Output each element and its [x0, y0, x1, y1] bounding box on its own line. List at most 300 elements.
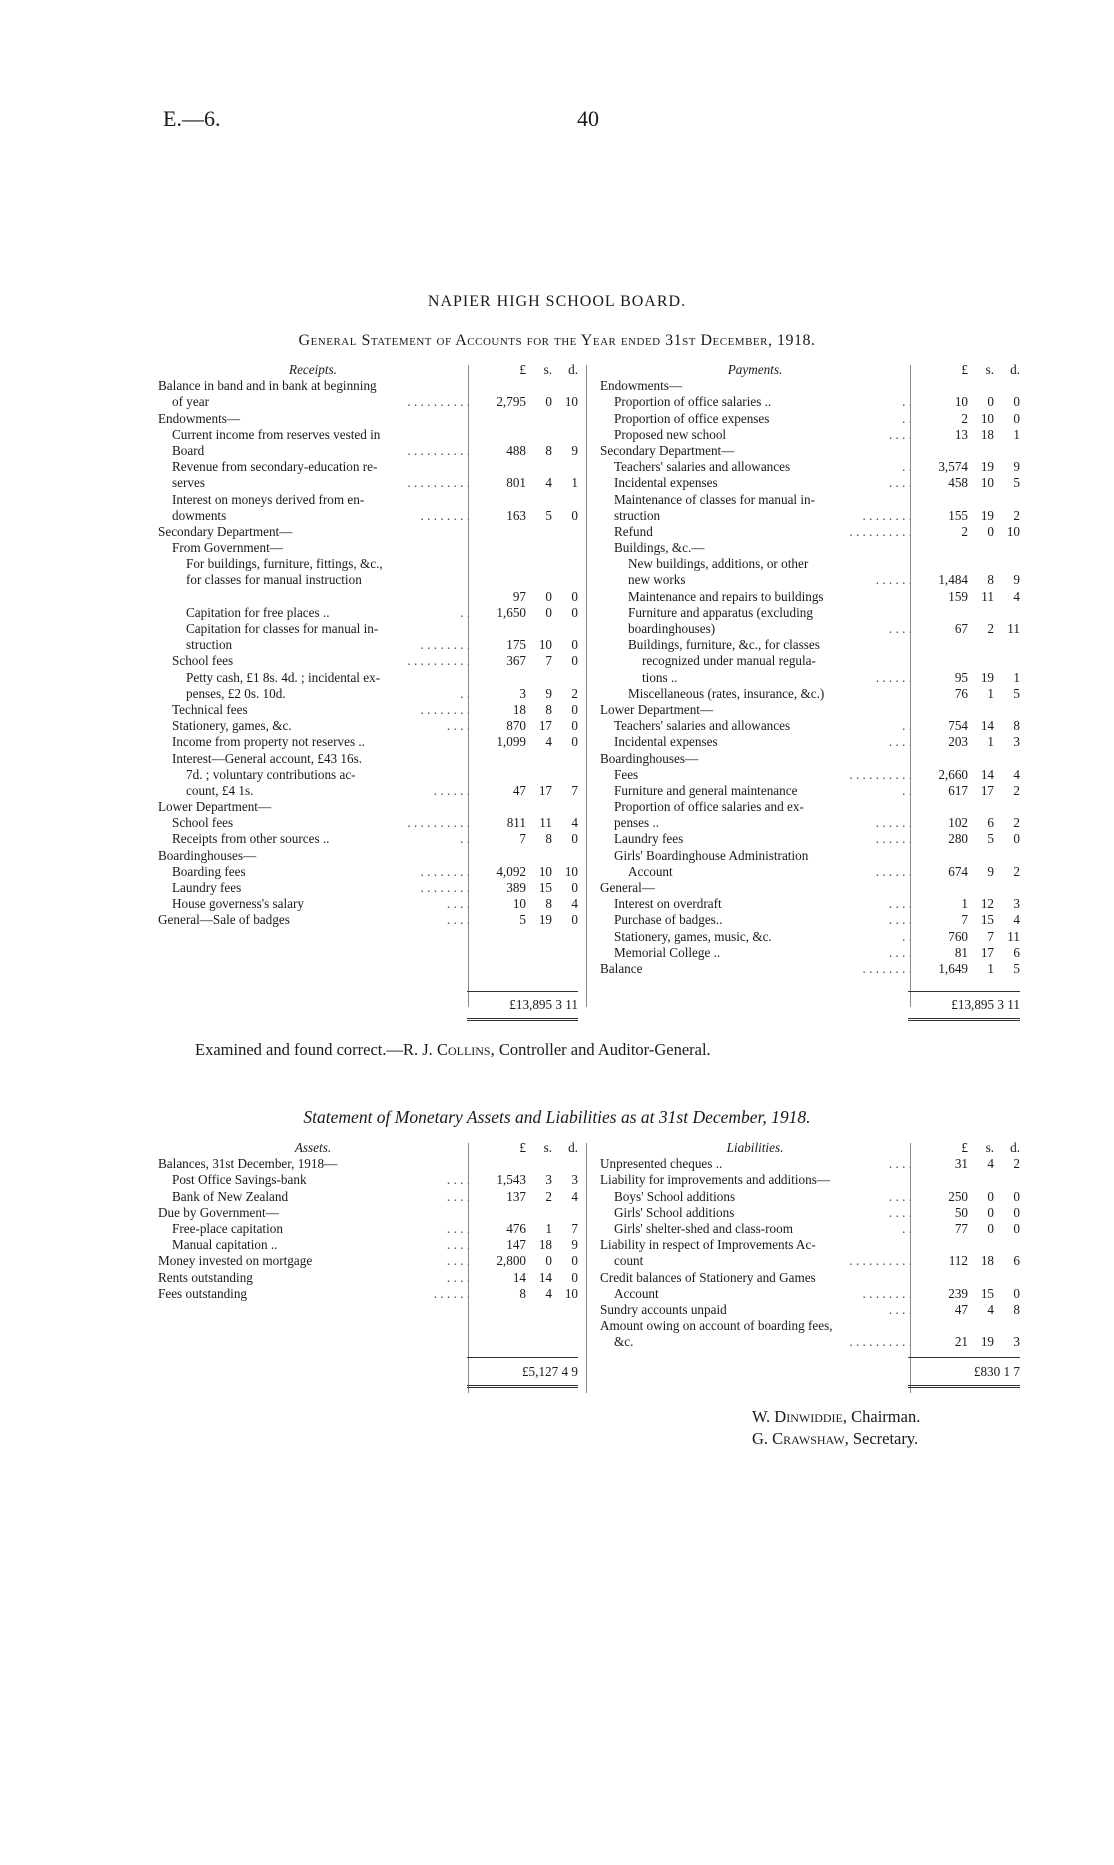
receipts-total-double-rule — [467, 1018, 578, 1023]
leader-dots: . . — [460, 604, 470, 620]
shillings-value: 2 — [987, 621, 994, 636]
pounds-value: 21 — [954, 1334, 968, 1350]
pounds-value: 280 — [948, 831, 968, 847]
row-label: General— — [600, 880, 655, 895]
row-label: Girls' Boardinghouse Administration — [614, 847, 809, 863]
shillings-value: 1 — [987, 960, 994, 976]
ledger-row — [600, 443, 1020, 459]
leader-dots: . . . . — [888, 912, 912, 928]
ledger-row — [600, 864, 1020, 880]
row-label: Free-place capitation — [172, 1220, 283, 1236]
pence-value: 0 — [571, 831, 578, 847]
ledger-row — [600, 961, 1020, 977]
pence-value: 0 — [571, 734, 578, 750]
row-label: Account — [614, 1285, 659, 1301]
pounds-value: 674 — [948, 863, 968, 879]
shillings-value: 8 — [545, 701, 552, 717]
leader-dots: . . . . — [888, 1156, 912, 1172]
row-label: Buildings, furniture, &c., for classes — [628, 637, 820, 653]
pence-value: 11 — [1007, 928, 1020, 944]
examined-statement — [195, 1040, 711, 1060]
ledger-row — [158, 378, 578, 394]
shillings-value: 9 — [545, 685, 552, 701]
page-number: 40 — [577, 106, 599, 131]
pence-header: d. — [568, 362, 578, 377]
receipts-heading: Receipts. — [289, 362, 337, 377]
pence-value: 0 — [1013, 1220, 1020, 1236]
pence-value: 0 — [1013, 831, 1020, 847]
pounds-value: 3,574 — [938, 459, 968, 475]
pounds-value: 2 — [961, 523, 968, 539]
row-label: School fees — [172, 815, 234, 831]
row-label: Current income from reserves vested in — [172, 426, 381, 442]
row-label: Girls' School additions — [614, 1204, 735, 1220]
ledger-row — [600, 767, 1020, 783]
leader-dots: . . . . . . . . — [862, 1285, 912, 1301]
assets-total-double-rule — [467, 1385, 578, 1390]
ledger-row — [158, 880, 578, 896]
pounds-value: 617 — [948, 782, 968, 798]
row-label: Receipts from other sources .. — [172, 831, 330, 847]
leader-dots: . . . . . . . . . . — [849, 1334, 912, 1350]
ledger-row — [600, 653, 1020, 669]
pounds-value: 811 — [506, 815, 526, 831]
leader-dots: . . . . . . — [433, 782, 470, 798]
leader-dots: . . — [902, 928, 912, 944]
pounds-header: £ — [519, 1140, 526, 1155]
row-label: House governess's salary — [172, 896, 305, 912]
pence-value: 6 — [1013, 1253, 1020, 1269]
ledger-row — [600, 734, 1020, 750]
shillings-header: s. — [985, 362, 994, 377]
shillings-value: 17 — [538, 718, 552, 734]
ledger-row — [600, 945, 1020, 961]
leader-dots: . . . . — [446, 1172, 470, 1188]
leader-dots: . . . . . . . . . . — [849, 1253, 912, 1269]
pounds-value: 458 — [948, 475, 968, 491]
pounds-value: 2,795 — [496, 394, 526, 410]
pence-value: 0 — [571, 604, 578, 620]
row-label: Refund — [614, 523, 653, 539]
pence-header: d. — [568, 1140, 578, 1155]
pence-value: 10 — [1006, 523, 1020, 539]
pence-value: 4 — [1013, 588, 1020, 604]
ledger-row — [600, 1237, 1020, 1253]
row-label: Stationery, games, &c. — [172, 718, 292, 734]
shillings-header: s. — [543, 1140, 552, 1155]
shillings-value: 18 — [538, 1237, 552, 1253]
ledger-row — [600, 783, 1020, 799]
shillings-value: 2 — [545, 1188, 552, 1204]
shillings-value: 14 — [980, 718, 994, 734]
ledger-row — [158, 815, 578, 831]
pence-value: 0 — [1013, 410, 1020, 426]
pounds-value: 2,800 — [496, 1253, 526, 1269]
pounds-value: 159 — [948, 588, 968, 604]
pounds-value: 2 — [961, 410, 968, 426]
pence-value: 0 — [571, 653, 578, 669]
row-label: Interest on moneys derived from en- — [172, 491, 365, 507]
shillings-value: 10 — [980, 410, 994, 426]
ledger-row — [600, 378, 1020, 394]
pounds-value: 7 — [961, 912, 968, 928]
pence-value: 10 — [564, 394, 578, 410]
pounds-value: 137 — [506, 1188, 526, 1204]
pence-value: 0 — [1013, 394, 1020, 410]
pence-value: 3 — [1013, 734, 1020, 750]
pence-value: 0 — [571, 588, 578, 604]
leader-dots: . . . . — [888, 944, 912, 960]
ledger-row — [600, 912, 1020, 928]
ledger-row — [600, 1302, 1020, 1318]
ledger-row — [600, 1189, 1020, 1205]
signature-chairman — [752, 1407, 920, 1427]
shillings-value: 11 — [539, 815, 552, 831]
pence-value: 3 — [571, 1172, 578, 1188]
examined-prefix: Examined and found correct.—R. J. — [195, 1040, 433, 1059]
pence-value: 0 — [571, 507, 578, 523]
pence-value: 0 — [571, 912, 578, 928]
pounds-value: 14 — [512, 1269, 526, 1285]
pounds-value: 250 — [948, 1188, 968, 1204]
ledger-row — [600, 589, 1020, 605]
pounds-value: 8 — [519, 1285, 526, 1301]
shillings-value: 0 — [545, 1253, 552, 1269]
ledger-row — [600, 1286, 1020, 1302]
row-label: Income from property not reserves .. — [172, 734, 365, 750]
pence-value: 9 — [1013, 572, 1020, 588]
ledger-row — [158, 621, 578, 637]
shillings-value: 9 — [987, 863, 994, 879]
row-label: Secondary Department— — [600, 442, 735, 458]
pence-value: 5 — [1013, 475, 1020, 491]
pence-value: 9 — [1013, 459, 1020, 475]
leader-dots: . . — [460, 685, 470, 701]
liabilities-total-double-rule — [908, 1385, 1020, 1390]
pence-value: 2 — [1013, 863, 1020, 879]
shillings-value: 10 — [538, 863, 552, 879]
row-label: Interest—General account, £43 16s. — [172, 750, 363, 766]
ledger-row — [600, 1221, 1020, 1237]
ledger-row — [600, 475, 1020, 491]
pence-value: 2 — [1013, 1156, 1020, 1172]
row-label: Secondary Department— — [158, 523, 293, 539]
leader-dots: . . . . — [446, 912, 470, 928]
ledger-row — [600, 492, 1020, 508]
leader-dots: . . — [460, 831, 470, 847]
examined-suffix: , Controller and Auditor-General. — [490, 1040, 711, 1059]
receipts-table — [158, 362, 578, 929]
leader-dots: . . . . — [446, 1253, 470, 1269]
row-label: General—Sale of badges — [158, 912, 290, 928]
leader-dots: . . . . — [888, 426, 912, 442]
shillings-value: 0 — [987, 523, 994, 539]
shillings-header: s. — [543, 362, 552, 377]
pounds-value: 97 — [512, 588, 526, 604]
row-label: Balance — [600, 960, 643, 976]
shillings-value: 15 — [538, 880, 552, 895]
shillings-value: 0 — [987, 1188, 994, 1204]
ledger-row — [600, 394, 1020, 410]
row-label: dowments — [172, 507, 227, 523]
ledger-row — [158, 1156, 578, 1172]
row-label: Endowments— — [158, 410, 241, 426]
shillings-value: 8 — [987, 572, 994, 588]
pounds-value: 1,484 — [938, 572, 968, 588]
pounds-value: 239 — [948, 1285, 968, 1301]
ledger-row — [158, 475, 578, 491]
ledger-row — [600, 1172, 1020, 1188]
leader-dots: . . . . . . . . . . — [407, 394, 470, 410]
pence-value: 11 — [1007, 621, 1020, 636]
pence-value: 0 — [571, 701, 578, 717]
leader-dots: . . — [902, 410, 912, 426]
shillings-value: 10 — [538, 637, 552, 653]
pounds-value: 67 — [954, 621, 968, 636]
row-label: count — [614, 1253, 644, 1269]
leader-dots: . . . . . . . . — [862, 960, 912, 976]
secretary-role: , Secretary. — [844, 1429, 919, 1448]
pounds-value: 870 — [506, 718, 526, 734]
shillings-value: 19 — [980, 669, 994, 685]
shillings-value: 11 — [981, 588, 994, 604]
row-label: Capitation for free places .. — [186, 604, 330, 620]
payments-total: £13,895 3 11 — [951, 997, 1020, 1012]
ledger-row — [158, 411, 578, 427]
ledger-row — [158, 556, 578, 572]
pounds-value: 95 — [954, 669, 968, 685]
row-label: Fees outstanding — [158, 1285, 248, 1301]
row-label: tions .. — [642, 669, 678, 685]
pounds-value: 389 — [506, 880, 526, 895]
pounds-value: 18 — [512, 701, 526, 717]
row-label: Post Office Savings-bank — [172, 1172, 307, 1188]
pence-value: 0 — [1013, 1204, 1020, 1220]
row-label: Boardinghouses— — [158, 847, 257, 863]
ledger-row — [158, 912, 578, 928]
pounds-value: 476 — [506, 1220, 526, 1236]
ledger-row — [158, 1286, 578, 1302]
ledger-row — [600, 1270, 1020, 1286]
ledger-row — [158, 605, 578, 621]
ledger-row — [600, 411, 1020, 427]
row-label: Proportion of office salaries .. — [614, 394, 772, 410]
row-label: Teachers' salaries and allowances — [614, 718, 791, 734]
row-label: Memorial College .. — [614, 944, 721, 960]
pounds-value: 2,660 — [938, 766, 968, 782]
row-label: new works — [628, 572, 686, 588]
pounds-value: 203 — [948, 734, 968, 750]
ledger-row — [158, 1172, 578, 1188]
assets-heading: Assets. — [294, 1140, 332, 1155]
pence-value: 0 — [571, 1269, 578, 1285]
row-label: penses, £2 0s. 10d. — [186, 685, 286, 701]
ledger-row — [600, 1156, 1020, 1172]
shillings-value: 3 — [545, 1172, 552, 1188]
leader-dots: . . — [902, 459, 912, 475]
chairman-role: , Chairman. — [842, 1407, 921, 1426]
leader-dots: . . . . . . . . — [420, 863, 470, 879]
row-label: serves — [172, 475, 205, 491]
pounds-value: 1,649 — [938, 960, 968, 976]
row-label: Proposed new school — [614, 426, 727, 442]
pence-value: 2 — [1013, 507, 1020, 523]
leader-dots: . . — [902, 782, 912, 798]
shillings-value: 0 — [545, 588, 552, 604]
pounds-header: £ — [961, 1140, 968, 1155]
receipts-money-divider — [468, 365, 469, 1007]
liabilities-heading: Liabilities. — [726, 1140, 784, 1155]
liabilities-total: £830 1 7 — [973, 1364, 1020, 1379]
pence-value: 4 — [571, 815, 578, 831]
pence-value: 10 — [564, 863, 578, 879]
leader-dots: . . . . . . — [875, 669, 912, 685]
pounds-value: 163 — [506, 507, 526, 523]
leader-dots: . . . . — [446, 1237, 470, 1253]
leader-dots: . . . . . . . . — [420, 701, 470, 717]
shillings-value: 17 — [538, 782, 552, 798]
ledger-row — [158, 1189, 578, 1205]
row-label: New buildings, additions, or other — [628, 556, 809, 572]
ledger-row — [158, 670, 578, 686]
pence-value: 1 — [571, 475, 578, 491]
ledger-row — [158, 783, 578, 799]
leader-dots: . . . . . . . . — [862, 507, 912, 523]
liabilities-total-rule — [908, 1357, 1020, 1358]
ledger-row — [600, 1318, 1020, 1334]
payments-table — [600, 362, 1020, 977]
shillings-value: 7 — [987, 928, 994, 944]
ledger-row — [600, 831, 1020, 847]
payments-column-header — [600, 362, 1020, 378]
shillings-value: 10 — [980, 475, 994, 491]
row-label: Account — [628, 863, 673, 879]
row-label: struction — [614, 507, 661, 523]
pence-value: 3 — [1013, 1334, 1020, 1350]
center-divider — [586, 365, 587, 1007]
row-label: Buildings, &c.— — [614, 540, 705, 556]
row-label: Boys' School additions — [614, 1188, 736, 1204]
document-title: NAPIER HIGH SCHOOL BOARD. — [427, 293, 687, 310]
shillings-value: 19 — [980, 507, 994, 523]
leader-dots: . . . . — [888, 896, 912, 912]
pounds-value: 81 — [954, 944, 968, 960]
ledger-row — [158, 572, 578, 588]
row-label: boardinghouses) — [628, 621, 716, 636]
ledger-row — [158, 831, 578, 847]
pence-value: 7 — [571, 1220, 578, 1236]
pounds-value: 47 — [954, 1301, 968, 1317]
shillings-value: 7 — [545, 653, 552, 669]
row-label: of year — [172, 394, 209, 410]
pounds-value: 10 — [512, 896, 526, 912]
row-label: School fees — [172, 653, 234, 669]
pence-value: 0 — [571, 718, 578, 734]
shillings-header: s. — [985, 1140, 994, 1155]
assets-money-divider — [468, 1143, 469, 1393]
payments-money-divider — [910, 365, 911, 1007]
leader-dots: . . . . — [888, 621, 912, 636]
pounds-header: £ — [519, 362, 526, 377]
ledger-row — [158, 637, 578, 653]
ledger-row — [158, 767, 578, 783]
ledger-row — [600, 459, 1020, 475]
shillings-value: 15 — [980, 912, 994, 928]
ledger-row — [158, 1205, 578, 1221]
chairman-name: W. Dinwiddie — [752, 1407, 843, 1426]
row-label: Maintenance of classes for manual in- — [614, 491, 816, 507]
pence-value: 8 — [1013, 718, 1020, 734]
ledger-row — [158, 508, 578, 524]
pence-value: 7 — [571, 782, 578, 798]
row-label: Money invested on mortgage — [158, 1253, 313, 1269]
row-label: Rents outstanding — [158, 1269, 253, 1285]
assets-total: £5,127 4 9 — [521, 1364, 578, 1379]
pence-value: 4 — [571, 1188, 578, 1204]
ledger-row — [158, 799, 578, 815]
ledger-row — [158, 589, 578, 605]
shillings-value: 12 — [980, 896, 994, 912]
payments-total-double-rule — [908, 1018, 1020, 1023]
pounds-value: 1,099 — [496, 734, 526, 750]
row-label: Bank of New Zealand — [172, 1188, 289, 1204]
shillings-value: 4 — [545, 734, 552, 750]
shillings-value: 18 — [980, 1253, 994, 1269]
row-label: Proportion of office expenses — [614, 410, 770, 426]
row-label: From Government— — [172, 540, 283, 556]
pounds-value: 488 — [506, 442, 526, 458]
ledger-row — [158, 896, 578, 912]
shillings-value: 4 — [987, 1156, 994, 1172]
ledger-row — [158, 864, 578, 880]
document-subtitle: General Statement of Accounts for the Year ended 31st December, 1918. — [298, 332, 816, 349]
pounds-value: 10 — [954, 394, 968, 410]
row-label: Balance in band and in bank at beginning — [158, 378, 377, 394]
row-label: Manual capitation .. — [172, 1237, 278, 1253]
pence-value: 5 — [1013, 960, 1020, 976]
leader-dots: . . . . — [446, 718, 470, 734]
pence-value: 2 — [1013, 782, 1020, 798]
row-label: 7d. ; voluntary contributions ac- — [186, 766, 356, 782]
ledger-row — [158, 734, 578, 750]
ledger-row — [600, 524, 1020, 540]
shillings-value: 19 — [980, 1334, 994, 1350]
ledger-row — [158, 540, 578, 556]
row-label: Teachers' salaries and allowances — [614, 459, 791, 475]
row-label: Purchase of badges.. — [614, 912, 723, 928]
leader-dots: . . . . — [888, 1204, 912, 1220]
ledger-row — [158, 492, 578, 508]
pence-value: 0 — [571, 880, 578, 895]
leader-dots: . . . . . . . . — [420, 880, 470, 895]
shillings-value: 0 — [545, 394, 552, 410]
assets-column-header — [158, 1140, 578, 1156]
ledger-row — [600, 556, 1020, 572]
ledger-row — [600, 702, 1020, 718]
row-label: Boardinghouses— — [600, 750, 699, 766]
ledger-row — [600, 637, 1020, 653]
ledger-row — [600, 880, 1020, 896]
row-label: Sundry accounts unpaid — [600, 1301, 727, 1317]
leader-dots: . . . . . . — [875, 863, 912, 879]
ledger-row — [600, 686, 1020, 702]
pounds-value: 13 — [954, 426, 968, 442]
shillings-value: 15 — [980, 1285, 994, 1301]
ledger-row — [600, 670, 1020, 686]
leader-dots: . . . . . . . . — [420, 507, 470, 523]
pence-value: 3 — [1013, 896, 1020, 912]
row-label: Furniture and apparatus (excluding — [628, 604, 813, 620]
